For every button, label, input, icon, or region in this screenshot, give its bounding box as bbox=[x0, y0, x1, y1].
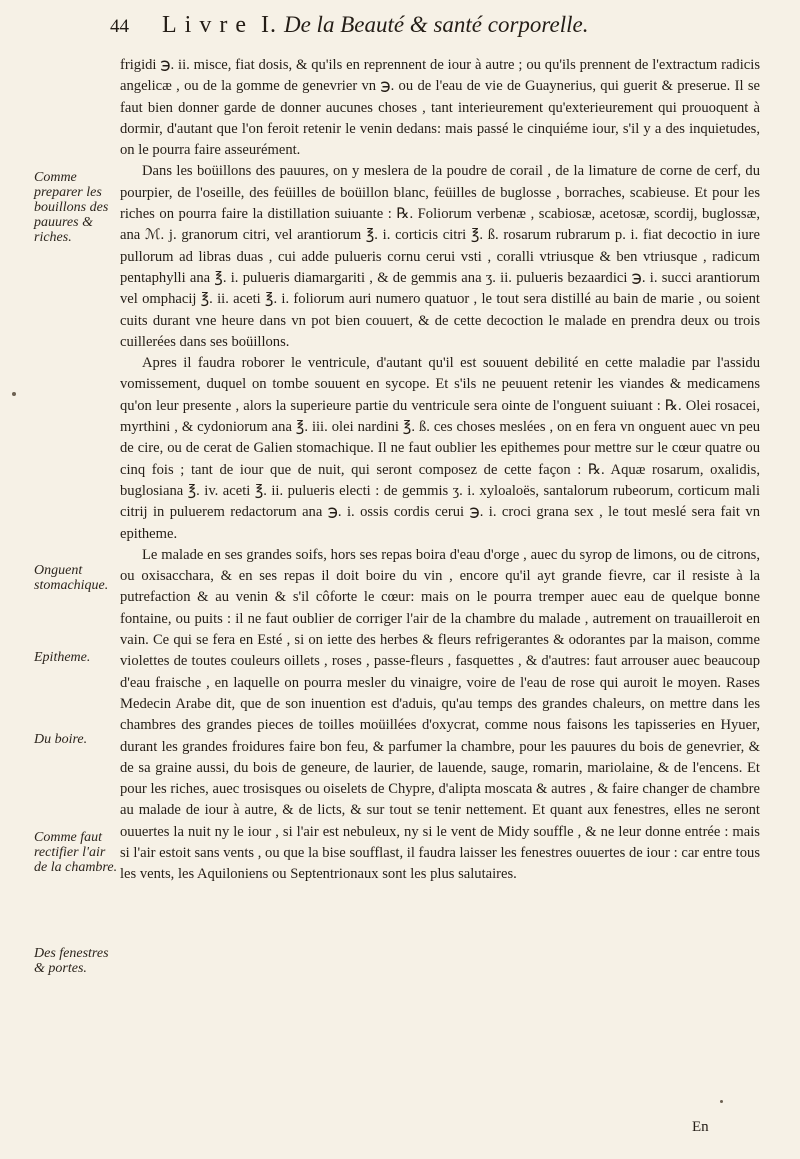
paper-speck bbox=[12, 392, 16, 396]
paragraph: Le malade en ses grandes soifs, hors ses repas boira d'eau d'orge , auec du syrop de limons, ou de citrons, ou oxisacchara, & en ses repas il doit boire du vin , encore qu'il ayt grande fievre, car il resiste à la putrefaction & au venin & s'il côforte le cœur: mais on le pourra tremper auec eau de quelque bonne fontaine, ou puits : il ne faut oublier de corriger l'air de la chambre du malade , autrement on trauailleroit en vain. Ce qui se fera en Esté , si on iette des herbes & fleurs refrigerantes & odorantes par la maison, comme violettes de toutes couleurs oillets , roses , passe-fleurs , fasquettes , & d'autres: faut arrouser auec beaucoup d'eau fraische , en laquelle on pourra mesler du vinaigre, voire de l'eau de rose qui auroit le moyen. Rases Medecin Arabe dit, que de son inuention est d'aduis, qu'au temps des grandes chaleurs, on mettre dans les chambres des grandes pieces de toilles moüillées d'oxycrat, comme nous faisons les tapisseries en Hyuer, durant les grandes froidures faire bon feu, & parfumer la chambre, pour les pauures du bois de genevrier, & de sa graine aussi, du bois de geneure, de laurier, de lauende, sauge, romarin, mariolaine, & de l'encens. Et pour les riches, auec trosisques ou oiselets de Chypre, d'alipta moscata & autres , & faire changer de chambre au malade de iour à autre, & de licts, & sur tout se tenir nettement. Et quant aux fenestres, elles ne seront ouuertes la nuit ny le iour , si l'air est nebuleux, ny si le vent de Midy souffle , & ne leur donne entrée : mais si l'air estoit sans vents , ou que la bise soufflast, il faudra laisser les fenestres ouuertes de iour : car entre tous les vents, les Aquiloniens ou Septentrionaux sont les plus salutaires. bbox=[120, 546, 760, 883]
margin-note-bouillons: Comme preparer les bouillons des pauures & riches. bbox=[34, 170, 109, 245]
catchword: En bbox=[692, 1119, 709, 1135]
paper-speck bbox=[720, 1100, 723, 1103]
margin-note-epitheme: Epitheme. bbox=[34, 650, 91, 665]
margin-note-onguent: Onguent stomachique. bbox=[34, 563, 109, 593]
main-text bbox=[120, 55, 760, 886]
paragraph: Dans les boüillons des pauures, on y meslera de la poudre de corail , de la limature de corne de cerf, du pourpier, de l'oseille, des feüilles de boüillon blanc, feüilles de buglosse , borraches, scabieuse. Et pour les riches on pourra faire la distillation suiuante : ℞. Foliorum verbenæ , scabiosæ, acetosæ, scordij, buglossæ, ana ℳ. j. granorum citri, vel arantiorum ℥. i. corticis citri ℥. ß. rosarum rubrarum p. i. fiat decoctio in iure pullorum ad libras duas , cui adde pulueris cornu cerui vsti , coralli vtriusque & ben vtriusque , radicum pentaphylli ana ℥. i. pulueris diamargariti , & de gemmis ana ʒ. ii. pulueris bezaardici ℈. i. succi arantiorum vel omphacij ℥. ii. aceti ℥. i. foliorum auri numero quatuor , le tout sera distillé au bain de marie , ou soient cuits durant vne heure dans vn pot bien couuert, & de cette decoction le malade en prendra deux ou trois cuillerées dans ses boüillons. bbox=[120, 163, 760, 350]
book-number: I. bbox=[260, 12, 277, 38]
margin-note-fenestres: Des fenestres & portes. bbox=[34, 946, 109, 976]
paragraph: frigidi ℈. ii. misce, fiat dosis, & qu'ils en reprennent de iour à autre ; ou qu'ils prennent de l'extractum radicis angelicæ , ou de la gomme de genevrier vn ℈. ou de l'eau de vie de Guaynerius, qui guerit & preserue. Il se faut bien donner garde de donner aucunes choses , tant interieurement qu'exterieurement qui prouoquent à dormir, d'autant que l'on feroit retenir le venin dedans: mais passé le cinquiéme iour, s'il y a des inquietudes, on le pourra faire asseurément. bbox=[120, 57, 760, 159]
running-title bbox=[162, 12, 588, 39]
margin-note-air-chambre: Comme faut rectifier l'air de la chambre. bbox=[34, 830, 118, 875]
page-number: 44 bbox=[110, 16, 129, 37]
running-header bbox=[110, 10, 730, 44]
book-word: Livre bbox=[162, 12, 254, 38]
paragraph: Apres il faudra roborer le ventricule, d'autant qu'il est souuent debilité en cette maladie par l'assidu vomissement, duquel on tombe souuent en sycope. Et s'ils ne peuuent retenir les viandes & medicamens qu'on leur presente , alors la superieure partie du ventricule sera ointe de l'onguent suiuant : ℞. Olei rosacei, myrthini , & cydoniorum ana ℥. iii. olei nardini ℥. ß. ces choses meslées , on en fera vn onguent auec vn peu de cire, ou de cerat de Galien stomachique. Il ne faut oublier les epithemes pour mettre sur le cœur quatre ou cinq fois ; tant de iour que de nuit, qui seront composez de cette façon : ℞. Aquæ rosarum, oxalidis, buglosiana ℥. iv. aceti ℥. ii. pulueris electi : de gemmis ʒ. i. xyloaloës, santalorum rubeorum, corticum mali citrij in puluerem redactorum ana ℈. i. ossis cordis cerui ℈. i. croci grana sex , le tout meslé sera fait vn epitheme. bbox=[120, 355, 760, 542]
margin-note-boire: Du boire. bbox=[34, 732, 88, 747]
running-title-subject: De la Beauté & santé corporelle. bbox=[283, 12, 589, 37]
